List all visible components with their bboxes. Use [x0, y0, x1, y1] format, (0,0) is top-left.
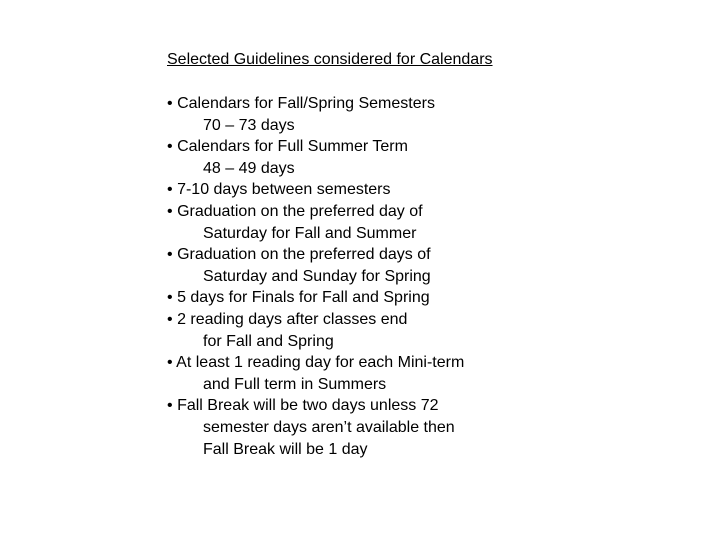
bullet: • — [167, 246, 173, 264]
item-continuation: for Fall and Spring — [203, 332, 334, 350]
list-item — [167, 309, 464, 352]
bullet: • — [167, 354, 173, 372]
bullet: • — [167, 138, 173, 156]
bullet: • — [167, 181, 173, 199]
item-continuation: 48 – 49 days — [203, 159, 295, 177]
bullet: • — [167, 310, 173, 328]
item-text: Calendars for Fall/Spring Semesters — [177, 95, 435, 112]
item-text: Graduation on the preferred day of — [177, 202, 423, 220]
item-text: 2 reading days after classes end — [177, 310, 408, 328]
item-continuation: Saturday for Fall and Summer — [203, 224, 417, 242]
list-item — [167, 136, 464, 179]
item-text: Fall Break will be two days unless 72 — [177, 397, 439, 415]
item-text: At least 1 reading day for each Mini-term — [176, 354, 465, 372]
list-item — [167, 244, 464, 287]
bullet: • — [167, 289, 173, 307]
bullet: • — [167, 397, 173, 415]
item-text: 7-10 days between semesters — [177, 181, 391, 199]
bullet: • — [167, 202, 173, 220]
item-continuation: 70 – 73 days — [203, 116, 295, 134]
list-item — [167, 287, 464, 309]
item-continuation: Fall Break will be 1 day — [203, 440, 368, 458]
item-text: Calendars for Full Summer Term — [177, 138, 408, 156]
slide-title: Selected Guidelines considered for Calendars — [167, 51, 493, 68]
list-item — [167, 179, 464, 201]
list-item — [167, 201, 464, 244]
list-item — [167, 395, 464, 460]
bullet: • — [167, 95, 173, 112]
item-continuation: semester days aren’t available then — [203, 418, 455, 436]
item-text: Graduation on the preferred days of — [177, 246, 431, 264]
item-continuation: and Full term in Summers — [203, 375, 387, 393]
guidelines-list — [167, 93, 464, 460]
list-item — [167, 93, 464, 136]
item-text: 5 days for Finals for Fall and Spring — [177, 289, 430, 307]
list-item — [167, 352, 464, 395]
item-continuation: Saturday and Sunday for Spring — [203, 267, 431, 285]
